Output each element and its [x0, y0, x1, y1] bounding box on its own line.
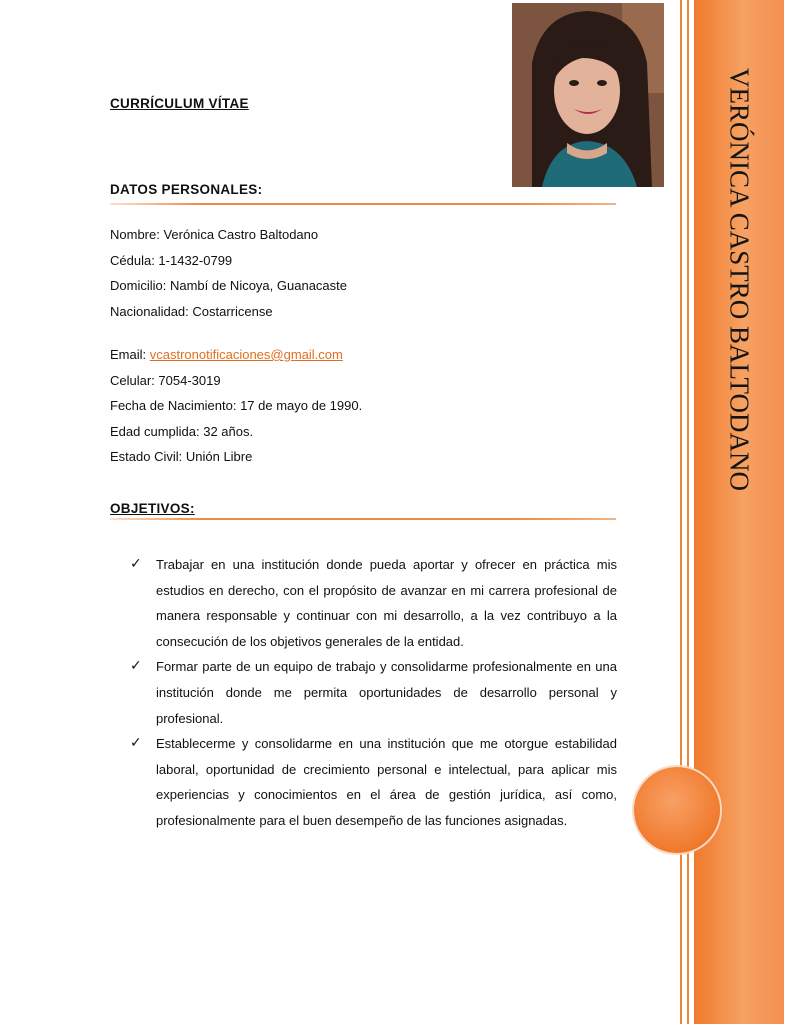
decorative-circle	[634, 767, 720, 853]
section-divider	[110, 518, 616, 520]
objective-text: Establecerme y consolidarme en una institución que me otorgue estabilidad laboral, oportunidad de crecimiento personal e intelectual, para aplicar mis experiencias y conocimientos en el área de gestión jurídica, así como, profesionalmente para el buen desempeño de las funciones asignadas.	[156, 736, 617, 828]
list-item	[130, 654, 617, 731]
check-icon: ✓	[130, 658, 142, 675]
email-label: Email:	[110, 347, 150, 362]
objective-text: Formar parte de un equipo de trabajo y consolidarme profesionalmente en una institución donde me permita oportunidades de desarrollo personal y profesional.	[156, 659, 617, 726]
check-icon: ✓	[130, 556, 142, 572]
document-title: CURRÍCULUM VÍTAE	[110, 96, 249, 111]
objectives-list	[130, 552, 617, 834]
check-icon: ✓	[130, 735, 142, 752]
list-item	[130, 731, 617, 833]
profile-photo	[512, 3, 664, 187]
personal-info-block	[110, 222, 347, 324]
info-age: Edad cumplida: 32 años.	[110, 423, 254, 439]
contact-info-block	[110, 342, 362, 470]
band-stripe	[680, 0, 682, 1024]
info-nationality: Nacionalidad: Costarricense	[110, 303, 273, 319]
info-birthdate: Fecha de Nacimiento: 17 de mayo de 1990.	[110, 398, 363, 413]
section-title-personal: DATOS PERSONALES:	[110, 182, 263, 197]
info-id: Cédula: 1-1432-0799	[110, 252, 233, 268]
info-email-row	[110, 342, 362, 368]
side-name: VERÓNICA CASTRO BALTODANO	[724, 68, 755, 492]
email-link[interactable]: vcastronotificaciones@gmail.com	[149, 347, 343, 362]
section-divider	[110, 203, 616, 205]
section-title-objectives: OBJETIVOS:	[110, 501, 195, 516]
objective-text: Trabajar en una institución donde pueda aportar y ofrecer en práctica mis estudios en derecho, con el propósito de avanzar en mi carrera profesional de manera responsable y continuar con mi desarrollo, a la vez contribuyo a la consecución de los objetivos generales de la entidad.	[156, 557, 617, 649]
info-civil-status: Estado Civil: Unión Libre	[110, 449, 253, 464]
info-phone: Celular: 7054-3019	[110, 372, 221, 388]
band-stripe	[687, 0, 689, 1024]
list-item	[130, 552, 617, 654]
info-address: Domicilio: Nambí de Nicoya, Guanacaste	[110, 278, 347, 293]
info-name: Nombre: Verónica Castro Baltodano	[110, 227, 319, 242]
